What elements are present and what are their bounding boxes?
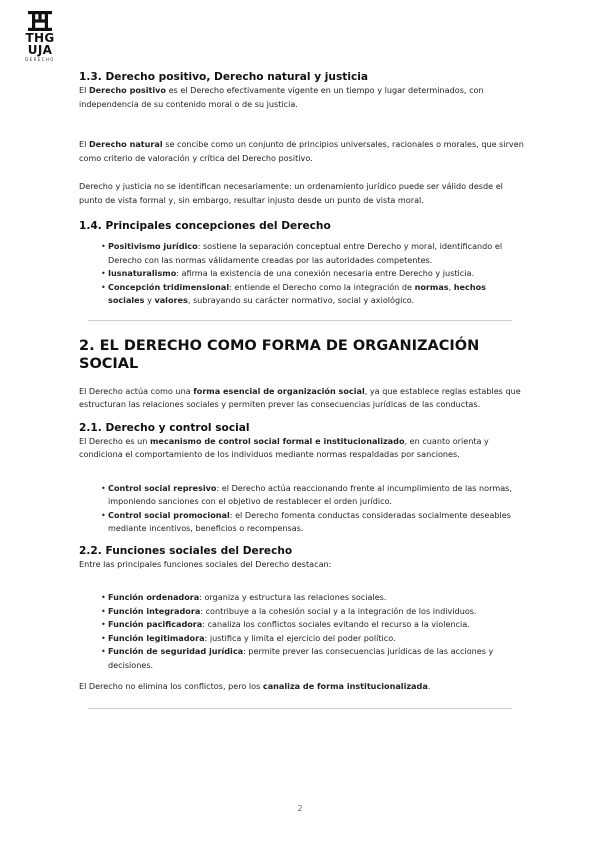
logo-text-derecho: DERECHO [25, 57, 55, 62]
list-item: • Concepción tridimensional: entiende el Derecho como la integración de normas, hechos sociales y valores, subrayando su carácter normativo, social y axiológico. [108, 281, 525, 308]
section-divider [88, 708, 512, 709]
list-item: • Función legitimadora: justifica y limita el ejercicio del poder político. [108, 632, 525, 646]
control-social-list [79, 482, 525, 536]
paragraph-derecho-natural: El Derecho natural se concibe como un conjunto de principios universales, racionales o morales, que sirven como criterio de valoración y crítica del Derecho positivo. [79, 139, 524, 163]
list-item: • Control social promocional: el Derecho fomenta conductas consideradas socialmente deseables mediante incentivos, beneficios o recompensas. [108, 509, 525, 536]
page-number: 2 [297, 804, 303, 813]
concepciones-list [79, 240, 525, 308]
list-item: • Iusnaturalismo: afirma la existencia de una conexión necesaria entre Derecho y justicia. [108, 267, 525, 281]
list-item: • Función integradora: contribuye a la cohesión social y a la integración de los individuos. [108, 605, 525, 619]
section-2-2-heading: 2.2. Funciones sociales del Derecho [79, 544, 293, 557]
paragraph-organizacion-social: El Derecho actúa como una forma esencial de organización social, ya que establece reglas estables que estructuran las relaciones sociales y permiten prever las consecuencias jurídicas de las conductas. [79, 385, 521, 409]
list-item: • Función pacificadora: canaliza los conflictos sociales evitando el recurso a la violencia. [108, 618, 525, 632]
section-1-4-heading: 1.4. Principales concepciones del Derecho [79, 220, 331, 232]
list-item: • Función de seguridad jurídica: permite prever las consecuencias jurídicas de las acciones y decisiones. [108, 645, 525, 672]
section-2-1-heading: 2.1. Derecho y control social [79, 421, 250, 434]
funciones-list [79, 591, 525, 672]
logo-text-thg: THG [25, 31, 55, 45]
paragraph-derecho-positivo: El Derecho positivo es el Derecho efectivamente vigente en un tiempo y lugar determinados, con independencia de su contenido moral o de su justicia. [79, 85, 484, 109]
paragraph-justicia: Derecho y justicia no se identifican necesariamente: un ordenamiento jurídico puede ser válido desde el punto de vista formal y, sin embargo, resultar injusto desde un punto de vista moral. [79, 181, 503, 205]
logo-mark-icon [22, 10, 58, 32]
list-item: • Control social represivo: el Derecho actúa reaccionando frente al incumplimiento de las normas, imponiendo sanciones con el objetivo de restablecer el orden jurídico. [108, 482, 525, 509]
paragraph-funciones-intro: Entre las principales funciones sociales del Derecho destacan: [79, 558, 332, 569]
list-item: • Positivismo jurídico: sostiene la separación conceptual entre Derecho y moral, identificando el Derecho con las normas válidamente creadas por las autoridades competentes. [108, 240, 525, 267]
section-2-heading: 2. EL DERECHO COMO FORMA DE ORGANIZACIÓN SOCIAL [79, 337, 480, 372]
logo [22, 10, 58, 62]
logo-text-uja: UJA [27, 43, 53, 57]
paragraph-control-social: El Derecho es un mecanismo de control social formal e institucionalizado, en cuanto orienta y condiciona el comportamiento de los individuos mediante normas respaldadas por sanciones. [79, 435, 489, 459]
page-content [79, 70, 525, 709]
section-1-3-heading: 1.3. Derecho positivo, Derecho natural y justicia [79, 71, 369, 83]
list-item: • Función ordenadora: organiza y estructura las relaciones sociales. [108, 591, 525, 605]
paragraph-conflictos: El Derecho no elimina los conflictos, pero los canaliza de forma institucionalizada. [79, 681, 431, 691]
